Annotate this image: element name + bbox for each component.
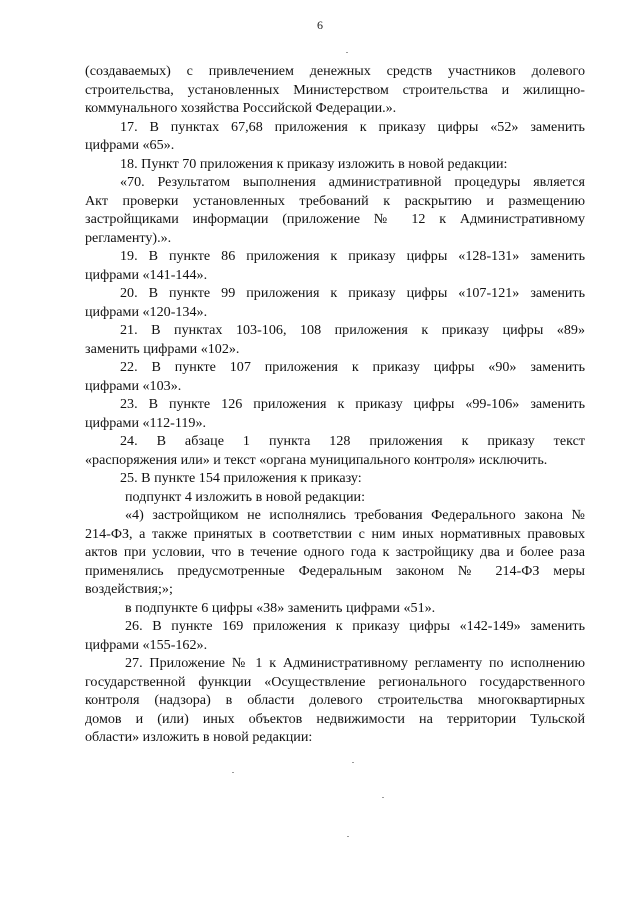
text-line: застройщиками информации (приложение № 12 к Административному — [85, 211, 585, 227]
item-27 — [85, 654, 585, 747]
text-line: в подпункте 6 цифры «38» заменить цифрами «51». — [125, 599, 436, 616]
scan-speck — [382, 797, 384, 798]
item-22 — [85, 358, 585, 395]
item-24 — [85, 432, 585, 469]
text-line: 24. В абзаце 1 пункта 128 приложения к приказу текст — [120, 433, 585, 449]
item-25-subpoint-4 — [85, 488, 585, 507]
item-17 — [85, 118, 585, 155]
text-line: цифрами «103». — [85, 377, 182, 394]
text-line: 27. Приложение № 1 к Административному регламенту по исполнению — [125, 655, 585, 671]
item-25-subpoint-4-text — [85, 506, 585, 599]
text-line: 25. В пункте 154 приложения к приказу: — [120, 470, 362, 486]
text-line: домов и (или) иных объектов недвижимости на территории Тульской — [85, 710, 585, 727]
text-line: области» изложить в новой редакции: — [85, 729, 313, 745]
text-line: 17. В пунктах 67,68 приложения к приказу цифры «52» заменить — [120, 118, 585, 135]
text-line: 18. Пункт 70 приложения к приказу изложить в новой редакции: — [120, 155, 508, 172]
text-line: «распоряжения или» и текст «органа муниципального контроля» исключить. — [85, 451, 548, 468]
text-line: 19. В пункте 86 приложения к приказу цифры «128-131» заменить — [120, 248, 585, 264]
text-line: коммунального хозяйства Российской Федерации.». — [85, 100, 397, 116]
item-18 — [85, 155, 585, 174]
text-line: актов при условии, что в течение одного года к застройщику два и более раза — [85, 544, 585, 560]
paragraph-continuation — [85, 62, 585, 118]
text-line: воздействия;»; — [85, 581, 173, 597]
text-line: «70. Результатом выполнения административной процедуры является — [120, 174, 585, 190]
text-line: цифрами «120-134». — [85, 303, 208, 320]
text-line: контроля (надзора) в области долевого строительства многоквартирных — [85, 692, 585, 708]
text-line: регламенту).». — [85, 229, 172, 246]
document-body — [85, 62, 585, 747]
text-line: «4) застройщиком не исполнялись требования Федерального закона № — [125, 507, 585, 523]
text-line: заменить цифрами «102». — [85, 340, 240, 357]
item-23 — [85, 395, 585, 432]
item-25-subpoint-6 — [85, 599, 585, 618]
text-line: цифрами «141-144». — [85, 266, 208, 283]
item-26 — [85, 617, 585, 654]
text-line: 20. В пункте 99 приложения к приказу цифры «107-121» заменить — [120, 285, 585, 301]
text-line: подпункт 4 изложить в новой редакции: — [125, 488, 365, 505]
page-number: 6 — [317, 18, 323, 32]
text-line: цифрами «155-162». — [85, 636, 208, 653]
text-line: строительства, установленных Министерством строительства и жилищно- — [85, 81, 585, 98]
text-line: (создаваемых) с привлечением денежных средств участников долевого — [85, 63, 585, 79]
text-line: 23. В пункте 126 приложения к приказу цифры «99-106» заменить — [120, 396, 585, 412]
item-19 — [85, 247, 585, 284]
scan-speck — [232, 772, 234, 773]
item-21 — [85, 321, 585, 358]
item-20 — [85, 284, 585, 321]
scan-speck — [347, 836, 349, 837]
text-line: применялись предусмотренные Федеральным законом № 214-ФЗ меры — [85, 562, 585, 579]
item-25 — [85, 469, 585, 488]
text-line: 21. В пунктах 103-106, 108 приложения к приказу цифры «89» — [120, 322, 585, 338]
text-line: цифрами «65». — [85, 137, 175, 153]
text-line: 26. В пункте 169 приложения к приказу цифры «142-149» заменить — [125, 618, 585, 634]
quoted-item-70 — [85, 173, 585, 247]
text-line: государственной функции «Осуществление регионального государственного — [85, 673, 585, 690]
text-line: 214-ФЗ, а также принятых в соответствии с ним иных нормативных правовых — [85, 525, 585, 542]
text-line: 22. В пункте 107 приложения к приказу цифры «90» заменить — [120, 359, 585, 375]
text-line: Акт проверки установленных требований к раскрытию и размещению — [85, 192, 585, 209]
scan-speck — [346, 52, 348, 53]
text-line: цифрами «112-119». — [85, 414, 207, 431]
scan-speck — [352, 762, 354, 763]
